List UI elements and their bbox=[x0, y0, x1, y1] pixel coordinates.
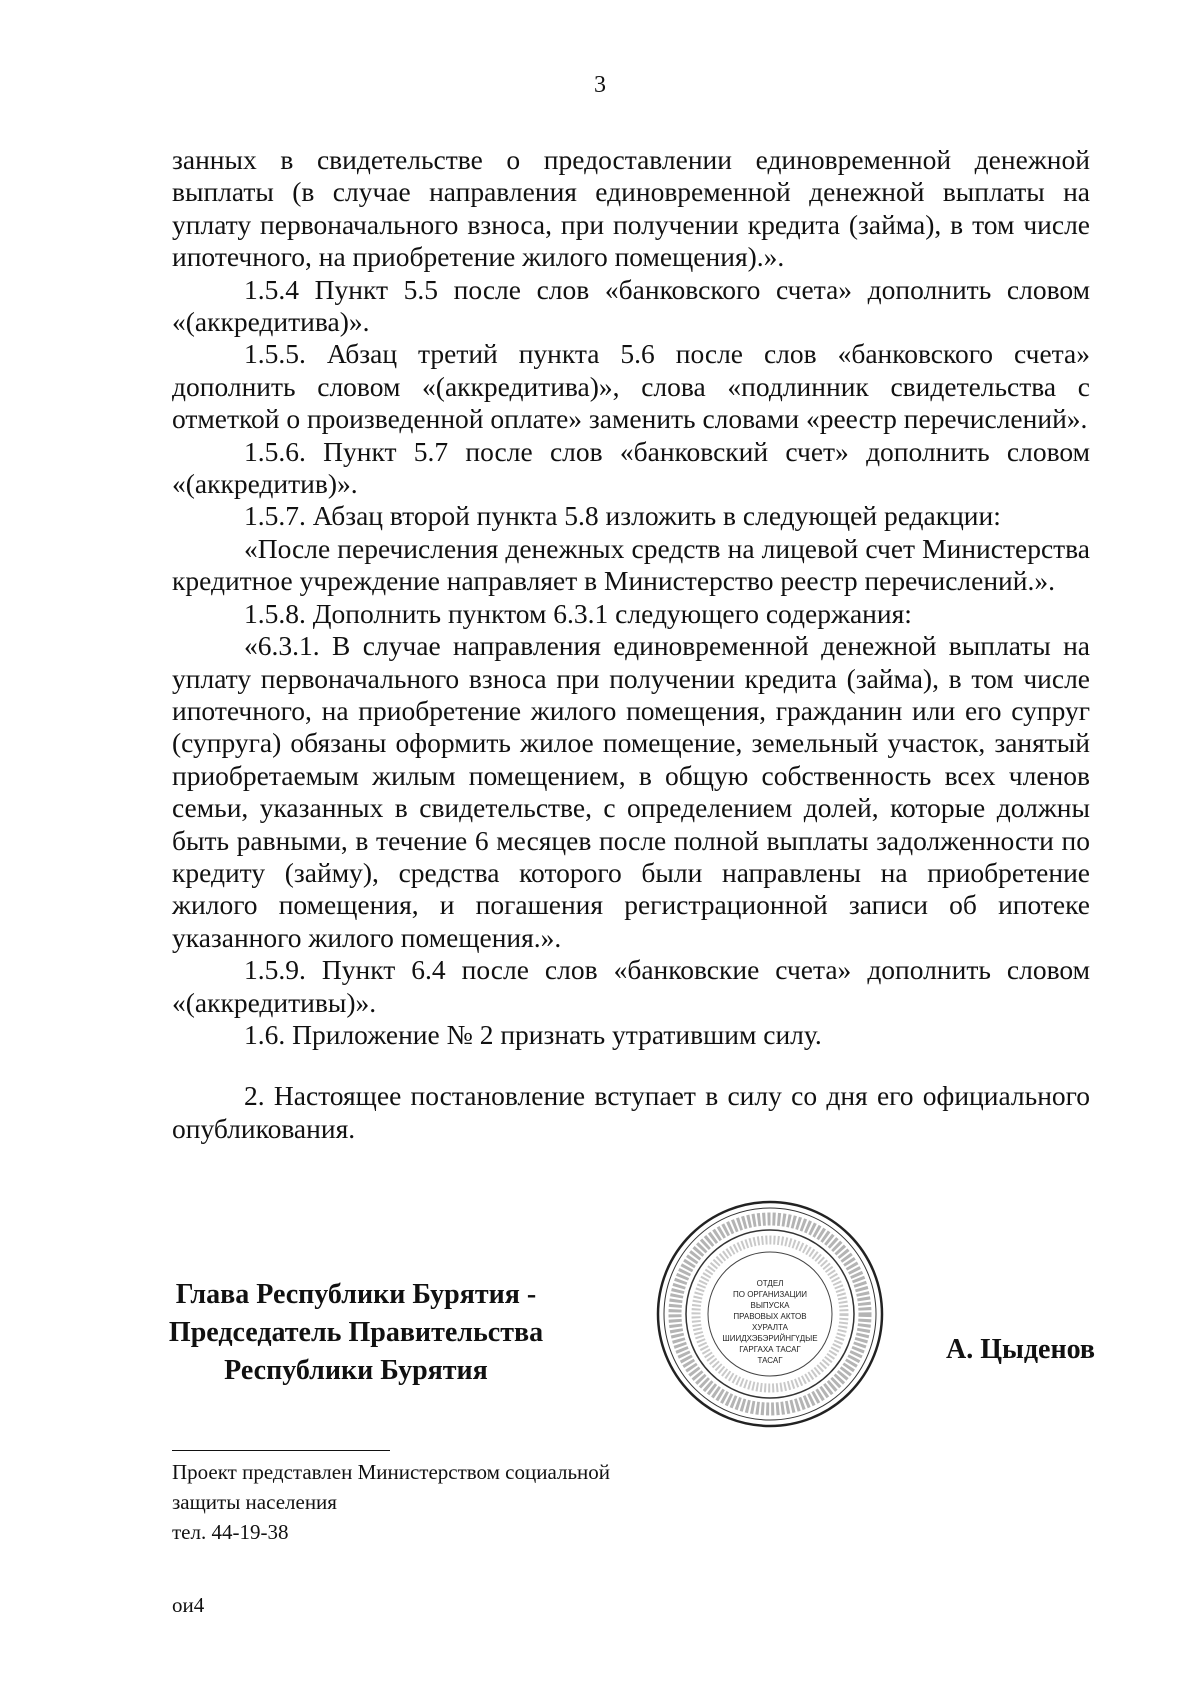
body-paragraph: 2. Настоящее постановление вступает в силу со дня его официального опубликования. bbox=[172, 1080, 1090, 1144]
body-paragraph: 1.6. Приложение № 2 признать утратившим силу. bbox=[244, 1018, 822, 1050]
svg-text:ОТДЕЛ: ОТДЕЛ bbox=[756, 1279, 784, 1288]
body-paragraph: 1.5.9. Пункт 6.4 после слов «банковские счета» дополнить словом «(аккредитивы)». bbox=[172, 954, 1090, 1018]
signatory-title-line: Республики Бурятия bbox=[224, 1355, 488, 1386]
footnote bbox=[172, 1457, 610, 1547]
body-paragraph: 1.5.4 Пункт 5.5 после слов «банковского счета» дополнить словом «(аккредитива)». bbox=[172, 273, 1090, 338]
svg-text:ПРАВОВЫХ АКТОВ: ПРАВОВЫХ АКТОВ bbox=[733, 1312, 807, 1321]
body-paragraph: занных в свидетельстве о предоставлении единовременной денежной выплаты (в случае направления единовременной денежной выплаты на уплату первоначального взноса, при получении кредита (займа), в том числе ипотечного, на приобретение жилого помещения).». bbox=[172, 144, 1090, 273]
svg-text:ПО ОРГАНИЗАЦИИ: ПО ОРГАНИЗАЦИИ bbox=[733, 1290, 807, 1299]
body-paragraph: «6.3.1. В случае направления единовременной денежной выплаты на уплату первоначального взноса при получении кредита (займа), в том числе ипотечного, на приобретение жилого помещения, гражданин или его супруг (супруга) обязаны оформить жилое помещение, земельный участок, занятый приобретаемым жилым помещением, в общую собственность всех членов семьи, указанных в свидетельстве, с определением долей, которые должны быть равными, в течение 6 месяцев после полной выплаты задолженности по кредиту (займу), средства которого были направлены на приобретение жилого помещения, и погашения регистрационной записи об ипотеке указанного жилого помещения.». bbox=[172, 630, 1090, 953]
body-paragraph: 1.5.8. Дополнить пунктом 6.3.1 следующего содержания: bbox=[244, 597, 912, 629]
svg-text:ХУРАЛТА: ХУРАЛТА bbox=[752, 1323, 788, 1332]
body-paragraph: 1.5.7. Абзац второй пункта 5.8 изложить в следующей редакции: bbox=[244, 500, 1001, 532]
footnote-divider bbox=[172, 1450, 390, 1451]
body-paragraph: 1.5.6. Пункт 5.7 после слов «банковский счет» дополнить словом «(аккредитив)». bbox=[172, 435, 1090, 500]
footnote-line: защиты населения bbox=[172, 1490, 337, 1514]
footnote-line: тел. 44-19-38 bbox=[172, 1520, 289, 1544]
document-code: ои4 bbox=[172, 1593, 205, 1617]
document-body bbox=[172, 144, 1090, 1145]
official-seal bbox=[655, 1199, 885, 1429]
footnote-line: Проект представлен Министерством социальной bbox=[172, 1460, 611, 1484]
page-number: 3 bbox=[594, 72, 606, 98]
signatory-title-line: Председатель Правительства bbox=[168, 1317, 544, 1348]
signatory-name: А. Цыденов bbox=[946, 1334, 1096, 1365]
svg-text:ВЫПУСКА: ВЫПУСКА bbox=[750, 1301, 790, 1310]
body-paragraph: 1.5.5. Абзац третий пункта 5.6 после слов «банковского счета» дополнить словом «(аккредитива)», слова «подлинник свидетельства с отметкой о произведенной оплате» заменить словами «реестр перечислений». bbox=[172, 338, 1090, 435]
svg-text:ГАРГАХА ТАСАГ: ГАРГАХА ТАСАГ bbox=[739, 1345, 801, 1354]
signatory-title-line: Глава Республики Бурятия - bbox=[175, 1279, 537, 1310]
svg-text:ТАСАГ: ТАСАГ bbox=[757, 1356, 783, 1365]
signatory-title bbox=[150, 1276, 562, 1390]
svg-text:ШИИДХЭБЭРИЙНГҮДЫЕ: ШИИДХЭБЭРИЙНГҮДЫЕ bbox=[722, 1334, 818, 1343]
body-paragraph: «После перечисления денежных средств на лицевой счет Министерства кредитное учреждение направляет в Министерство реестр перечислений.». bbox=[172, 532, 1090, 597]
